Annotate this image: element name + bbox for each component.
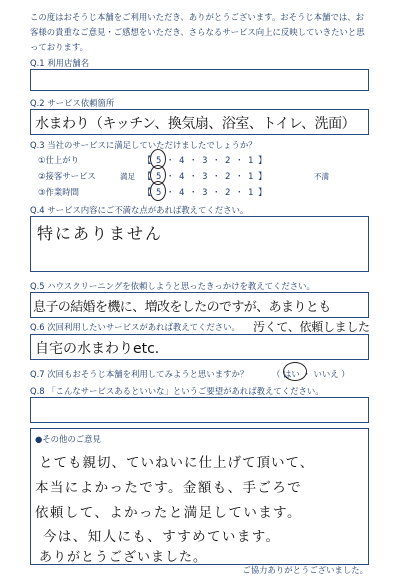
q2-answer: 水まわり（キッチン、換気扇、浴室、トイレ、洗面） — [35, 116, 356, 132]
q5-answer-box[interactable] — [30, 292, 369, 318]
q1-label: Q.1 利用店舗名 — [30, 58, 90, 68]
q3-row-2-label: ②接客サービス — [38, 171, 96, 181]
q4-answer-box[interactable] — [30, 216, 369, 272]
thanks-text: ご協力ありがとうございました。 — [242, 565, 368, 575]
q2-label: Q.2 サービス依頼箇所 — [30, 98, 115, 108]
q4-answer: 特にありません — [37, 224, 164, 243]
opinion-line-5: ありがとうございました。 — [39, 550, 208, 565]
q5-label: Q.5 ハウスクリーニングを依頼しようと思ったきっかけを教えてください。 — [30, 281, 315, 291]
q3-row-3-scale: 【 5 ・ 4 ・ 3 ・ 2 ・ 1 】 — [143, 187, 268, 197]
q8-label: Q.8 「こんなサービスあるといいな」というご要望があれば教えてください。 — [30, 386, 324, 396]
q2-answer-box[interactable] — [30, 109, 369, 135]
opinion-line-4: 今は、知人にも、すすめています。 — [43, 529, 281, 545]
q7-label: Q.7 次回もおそうじ本舗を利用してみようと思いますか？ — [30, 369, 249, 379]
q3-label: Q.3 当社のサービスに満足していただけましたでしょうか？ — [30, 140, 257, 150]
opinion-line-3: 依頼して、よかったと満足しています。 — [35, 505, 302, 521]
q7-selection-circle — [283, 362, 307, 381]
opinion-line-1: とても親切、ていねいに仕上げて頂いて、 — [39, 455, 315, 471]
q3-row-2-scale: 【 5 ・ 4 ・ 3 ・ 2 ・ 1 】 — [143, 171, 268, 181]
q5-answer-line-1: 息子の結婚を機に、増改をしたのですが、あまりとも — [33, 300, 331, 315]
q6-label: Q.6 次回利用したいサービスがあれば教えてください。 — [30, 322, 240, 332]
q1-answer-box[interactable] — [30, 69, 369, 91]
q3-row-3-label: ③作業時間 — [38, 187, 80, 197]
opinion-label: ●その他のご意見 — [35, 434, 101, 444]
q3-row-3-selection-circle — [150, 181, 166, 201]
q6-answer: 自宅の水まわりetc. — [35, 341, 160, 357]
q3-left-label: 満足 — [120, 172, 135, 181]
q7-options[interactable]: （ はい ・ いいえ ） — [272, 369, 350, 379]
q3-row-1-scale: 【 5 ・ 4 ・ 3 ・ 2 ・ 1 】 — [143, 155, 268, 165]
intro-text: この度はおそうじ本舗をご利用いただき、ありがとうございます。おそうじ本舗では、お客様の貴重なご意見・ご感想をいただき、さらなるサービス向上に反映していきたいと思っております。 — [30, 12, 365, 52]
q5-answer-line-2: 汚くて、依頼しました — [253, 320, 370, 334]
q8-answer-box[interactable] — [30, 397, 369, 423]
q3-row-1-label: ①仕上がり — [38, 155, 80, 165]
opinion-line-2: 本当によかったです。金額も、手ごろで — [35, 480, 302, 496]
q6-answer-box[interactable] — [30, 334, 369, 360]
q4-label: Q.4 サービス内容にご不満な点があれば教えてください。 — [30, 205, 249, 215]
opinion-box[interactable] — [30, 428, 369, 565]
q3-right-label: 不満 — [314, 172, 329, 181]
